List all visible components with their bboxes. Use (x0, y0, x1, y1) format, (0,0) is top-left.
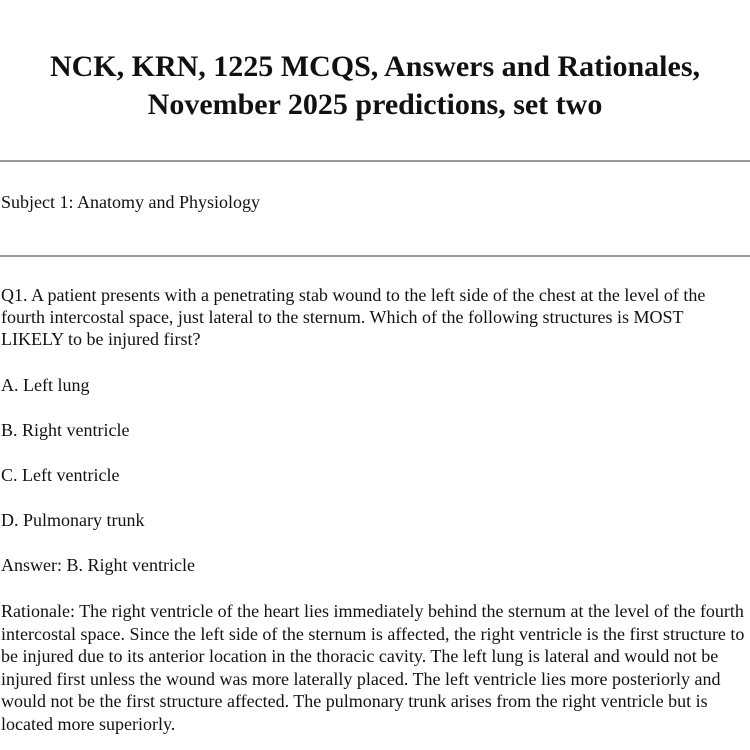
subject-heading: Subject 1: Anatomy and Physiology (1, 192, 260, 212)
option-a: A. Left lung (1, 375, 90, 395)
subject-divider (0, 255, 750, 257)
document-title-line-1: NCK, KRN, 1225 MCQS, Answers and Rationales, (49, 50, 701, 83)
rationale-paragraph: Rationale: The right ventricle of the heart lies immediately behind the sternum at the level of the fourth intercostal space. Since the left side of the sternum is affected, the right ventricle is the first structure to be injured due to its anterior location in the thoracic cavity. The left lung is lateral and would not be injured first unless the wound was more laterally placed. The left ventricle lies more posteriorly and would not be the first structure affected. The pulmonary trunk arises from the right ventricle but is located more superiorly. (1, 601, 745, 734)
title-divider (0, 160, 750, 162)
question-stem: Q1. A patient presents with a penetrating stab wound to the left side of the chest at the level of the fourth intercostal space, just lateral to the sternum. Which of the following structures is MOST LIKELY to be injured first? (1, 285, 706, 349)
document-title (0, 48, 750, 124)
option-b: B. Right ventricle (1, 420, 130, 440)
option-c: C. Left ventricle (1, 465, 120, 485)
question-block (1, 284, 750, 735)
option-d: D. Pulmonary trunk (1, 510, 145, 530)
answer-line: Answer: B. Right ventricle (1, 555, 195, 575)
document-title-line-2: November 2025 predictions, set two (147, 88, 603, 121)
